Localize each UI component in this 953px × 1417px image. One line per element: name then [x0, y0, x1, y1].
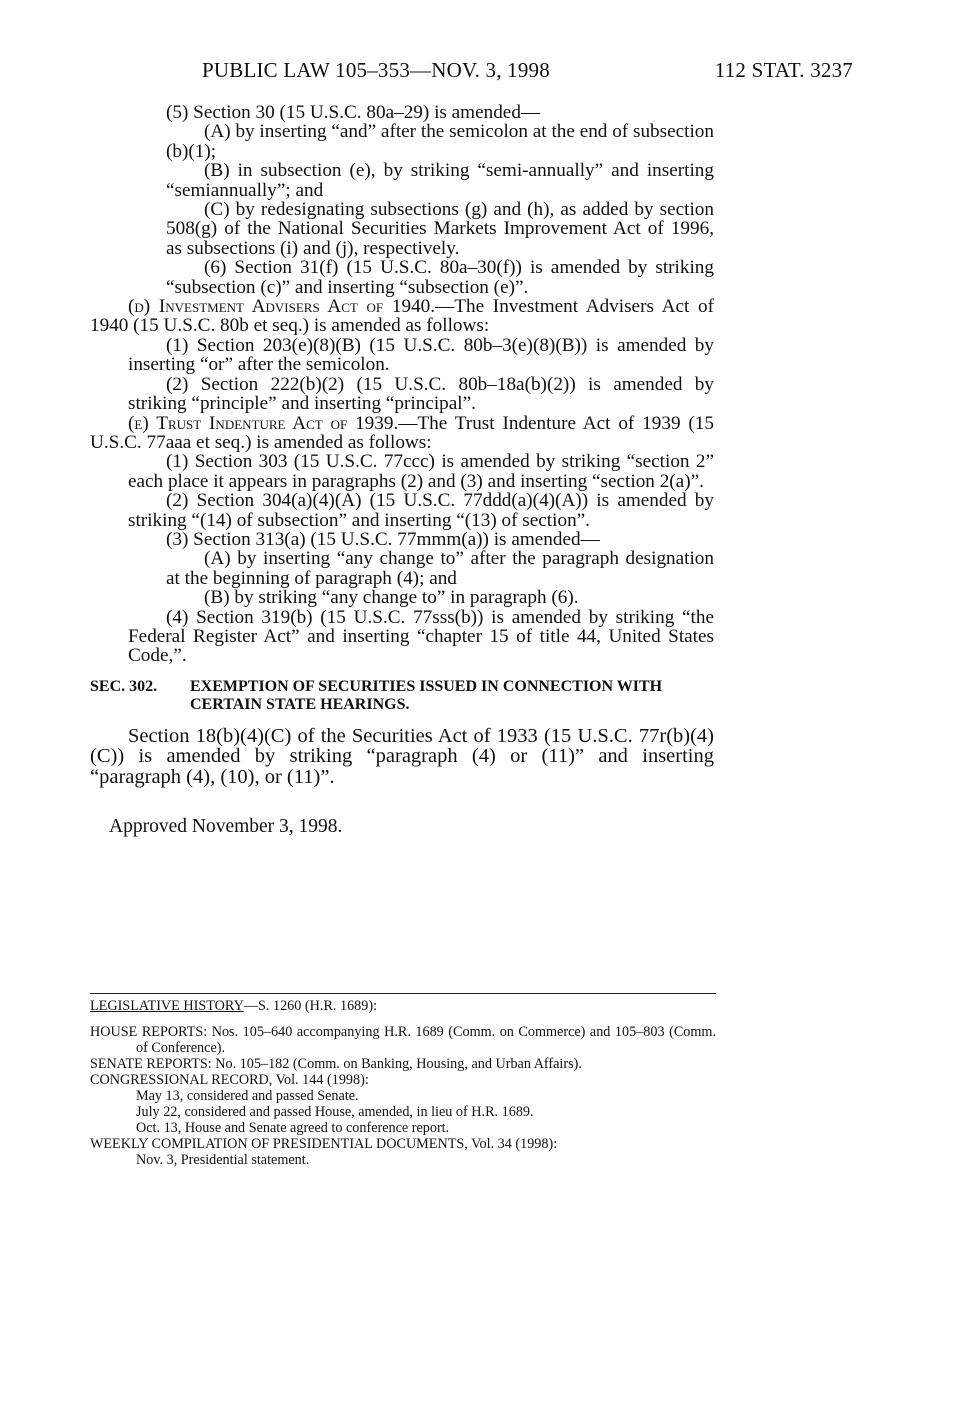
history-heading-label: LEGISLATIVE HISTORY [90, 998, 244, 1014]
legislative-history [90, 993, 716, 1168]
section-text: Section 18(b)(4)(C) of the Securities Act of 1933 (15 U.S.C. 77r(b)(4)(C)) is amended by striking “paragraph (4) or (11)” and inserting “paragraph (4), (10), or (11)”. [90, 724, 714, 788]
paragraph: (6) Section 31(f) (15 U.S.C. 80a–30(f)) is amended by striking “subsection (c)” and inserting “subsection (e)”. [166, 257, 714, 298]
history-record-entry: July 22, considered and passed House, amended, in lieu of H.R. 1689. [136, 1104, 534, 1120]
document-body [90, 103, 714, 837]
section-title: EXEMPTION OF SECURITIES ISSUED IN CONNECTION WITH CERTAIN STATE HEARINGS. [190, 677, 663, 713]
paragraph: (1) Section 203(e)(8)(B) (15 U.S.C. 80b–3(e)(8)(B)) is amended by inserting “or” after the semicolon. [128, 334, 714, 376]
subsection-e [90, 414, 714, 453]
paragraph: (A) by inserting “any change to” after the paragraph designation at the beginning of paragraph (4); and [166, 548, 714, 589]
paragraph: (3) Section 313(a) (15 U.S.C. 77mmm(a)) is amended— [166, 528, 600, 550]
paragraph: (B) by striking “any change to” in paragraph (6). [204, 587, 579, 609]
paragraph: (4) Section 319(b) (15 U.S.C. 77sss(b)) is amended by striking “the Federal Register Act” and inserting “chapter 15 of title 44, United States Code,”. [128, 606, 714, 667]
subsection-e-heading: (e) Trust Indenture Act of 1939. [128, 412, 399, 434]
paragraph: (5) Section 30 (15 U.S.C. 80a–29) is amended— [166, 102, 541, 123]
history-record-entry: Oct. 13, House and Senate agreed to conference report. [136, 1120, 450, 1136]
history-house-reports: HOUSE REPORTS: Nos. 105–640 accompanying H.R. 1689 (Comm. on Commerce) and 105–803 (Comm. of Conference). [90, 1024, 716, 1056]
header-statute-page: 112 STAT. 3237 [714, 58, 853, 82]
section-heading [90, 678, 714, 714]
subsection-d [90, 297, 714, 336]
history-weekly-compilation: WEEKLY COMPILATION OF PRESIDENTIAL DOCUMENTS, Vol. 34 (1998): [90, 1136, 558, 1152]
paragraph: (C) by redesignating subsections (g) and (h), as added by section 508(g) of the National Securities Markets Improvement Act of 1996, as subsections (i) and (j), respectively. [166, 199, 714, 259]
approval-date: Approved November 3, 1998. [109, 816, 343, 838]
paragraph: (B) in subsection (e), by striking “semi-annually” and inserting “semiannually”; and [166, 160, 714, 201]
history-senate-reports: SENATE REPORTS: No. 105–182 (Comm. on Banking, Housing, and Urban Affairs). [90, 1056, 582, 1072]
history-congressional-record: CONGRESSIONAL RECORD, Vol. 144 (1998): [90, 1072, 369, 1088]
subsection-e-text: —The Trust Indenture Act of 1939 (15 U.S.C. 77aaa et seq.) is amended as follows: [90, 412, 714, 453]
paragraph: (2) Section 222(b)(2) (15 U.S.C. 80b–18a(b)(2)) is amended by striking “principle” and inserting “principal”. [128, 373, 714, 415]
header-law-citation: PUBLIC LAW 105–353—NOV. 3, 1998 [202, 58, 550, 82]
section-number: SEC. 302. [90, 677, 158, 695]
paragraph: (1) Section 303 (15 U.S.C. 77ccc) is amended by striking “section 2” each place it appears in paragraphs (2) and (3) and inserting “section 2(a)”. [128, 451, 714, 492]
paragraph: (2) Section 304(a)(4)(A) (15 U.S.C. 77ddd(a)(4)(A)) is amended by striking “(14) of subsection” and inserting “(13) of section”. [128, 490, 714, 531]
subsection-d-text: —The Investment Advisers Act of 1940 (15 U.S.C. 80b et seq.) is amended as follows: [90, 296, 715, 337]
history-heading [90, 998, 716, 1014]
history-weekly-entry: Nov. 3, Presidential statement. [136, 1152, 310, 1168]
subsection-d-heading: (d) Investment Advisers Act of 1940. [128, 296, 436, 318]
history-heading-bill: —S. 1260 (H.R. 1689): [243, 998, 378, 1014]
history-record-entry: May 13, considered and passed Senate. [136, 1088, 359, 1104]
paragraph: (A) by inserting “and” after the semicolon at the end of subsection (b)(1); [166, 121, 714, 162]
